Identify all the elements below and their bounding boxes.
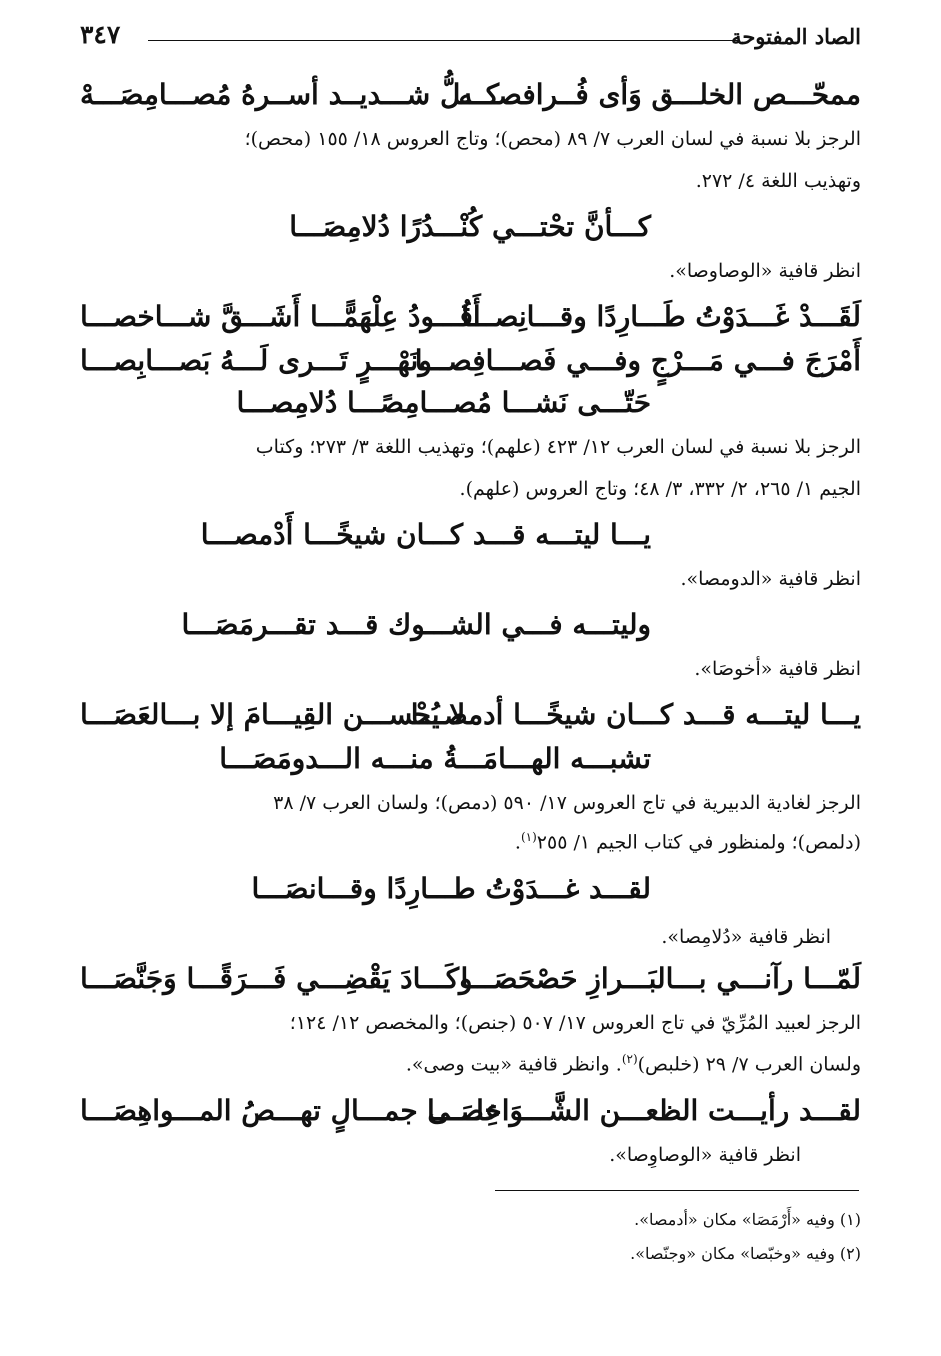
footnote-marker-2: (٢) xyxy=(621,1052,638,1066)
verse-12-left-hemistich: علـــى جمـــالٍ تهـــصُ المـــواهِصَـــا xyxy=(80,1094,502,1127)
citation-3-line-1: الرجز لغادية الدبيرية في تاج العروس ١٧/ ٥٩٠ (دمص)؛ ولسان العرب ٧/ ٣٨ xyxy=(273,792,861,814)
reference-3: انظر قافية «أخوصَا». xyxy=(694,658,861,680)
footnote-1: (١) وفيه «أَرْمَصَا» مكان «أدمصا». xyxy=(634,1210,861,1229)
verse-6: يـــا ليتـــه قـــد كـــان شيخًـــا أَدْمصـــا xyxy=(200,518,651,551)
page-header xyxy=(80,20,861,54)
citation-1-line-1: الرجز بلا نسبة في لسان العرب ٧/ ٨٩ (محص)؛ وتاج العروس ١٨/ ١٥٥ (محص)؛ xyxy=(244,128,861,150)
citation-4-line-1: الرجز لعبيد المُرِّيّ في تاج العروس ١٧/ ٥٠٧ (جنص)؛ والمخصص ١٢/ ١٢٤؛ xyxy=(289,1012,861,1034)
reference-2: انظر قافية «الدومصا». xyxy=(680,568,861,590)
footnote-marker-1: (١) xyxy=(520,830,537,844)
verse-11 xyxy=(80,962,861,998)
citation-4-text: ولسان العرب ٧/ ٢٩ (خلبص) xyxy=(637,1053,861,1076)
verse-12-right-hemistich: لقـــد رأيـــت الظعـــن الشَّـــوَاخِصَـــا xyxy=(426,1094,861,1127)
verse-3-right-hemistich: لَقَـــدْ غَـــدَوْتُ طَـــارِدًا وقـــانِصـــا xyxy=(461,300,861,333)
running-title: الصاد المفتوحة xyxy=(731,24,861,49)
verse-1-right-hemistich: ممحّـــص الخلـــق وَأى فُــرافصـــه xyxy=(458,78,861,111)
verse-9: تشبـــه الهـــامَـــةُ منـــه الـــدومَصَـــا xyxy=(219,742,651,775)
citation-2-line-1: الرجز بلا نسبة في لسان العرب ١٢/ ٤٢٣ (علهم)؛ وتهذيب اللغة ٣/ ٢٧٣؛ وكتاب xyxy=(255,436,861,458)
citation-4-line-2 xyxy=(406,1052,861,1075)
verse-2: كـــأنَّ تحْتـــي كُنْـــدُرًا دُلامِصَـــا xyxy=(289,210,651,243)
citation-3-text: (دلمص)؛ ولمنظور في كتاب الجيم ١/ ٢٥٥ xyxy=(536,831,861,854)
verse-7: وليتـــه فـــي الشـــوك قـــد تقـــرمَصَـــا xyxy=(181,608,651,641)
verse-3 xyxy=(80,300,861,336)
footnote-separator xyxy=(495,1190,859,1191)
citation-3-end: . xyxy=(514,831,521,854)
citation-4-cross-reference: . وانظر قافية «بيت وصى». xyxy=(405,1053,622,1076)
verse-8 xyxy=(80,698,861,734)
verse-12 xyxy=(80,1094,861,1130)
citation-2-line-2: الجيم ١/ ٢٦٥، ٢/ ٣٣٢، ٣/ ٤٨؛ وتاج العروس (علهم). xyxy=(459,478,861,500)
reference-4: انظر قافية «دُلامِصا». xyxy=(661,926,831,948)
page-number: ٣٤٧ xyxy=(80,20,121,49)
verse-3-left-hemistich: أَقُـــودُ عِلْهَمًّـــا أَشَـــقَّ شـــاخصـــا xyxy=(80,300,481,333)
verse-8-right-hemistich: يـــا ليتـــه قـــد كـــان شيخًـــا أدمصـــا xyxy=(410,698,861,731)
verse-1-left-hemistich: كـــلُّ شـــديــد أســرهُ مُصـــامِصَـــهْ xyxy=(80,78,500,111)
verse-10: لقـــد غـــدَوْتُ طـــارِدًا وقـــانصَـــا xyxy=(251,872,651,905)
verse-4-right-hemistich: أَمْرَجَ فـــي مَـــرْجٍ وفـــي فَصـــافِصـــا xyxy=(414,344,861,377)
verse-11-right-hemistich: لَمّـــا رآنـــي بـــالبَـــرازِ حَصْحَصَـــا xyxy=(460,962,861,995)
footnote-2: (٢) وفيه «وخبّصا» مكان «وجنّصا». xyxy=(630,1244,861,1263)
header-rule xyxy=(148,40,739,41)
citation-3-line-2 xyxy=(515,830,861,853)
reference-5: انظر قافية «الوصاوِصا». xyxy=(609,1144,801,1166)
citation-1-line-2: وتهذيب اللغة ٤/ ٢٧٢. xyxy=(695,170,861,192)
verse-4 xyxy=(80,344,861,380)
verse-11-left-hemistich: وكَـــادَ يَقْضِـــي فَـــرَقًـــا وَجَنَّصَـــا xyxy=(80,962,473,995)
verse-8-left-hemistich: لا يُحْســـن القِيـــامَ إلا بـــالعَصَـــا xyxy=(80,698,466,731)
verse-5: حَتّـــى نَشـــا مُصـــامِصًـــا دُلامِصـــا xyxy=(236,386,651,419)
reference-1: انظر قافية «الوصاوصا». xyxy=(669,260,861,282)
verse-1 xyxy=(80,78,861,114)
verse-4-left-hemistich: ونَهْـــرٍ تَـــرى لَـــهُ بَصـــابِصـــا xyxy=(80,344,432,377)
